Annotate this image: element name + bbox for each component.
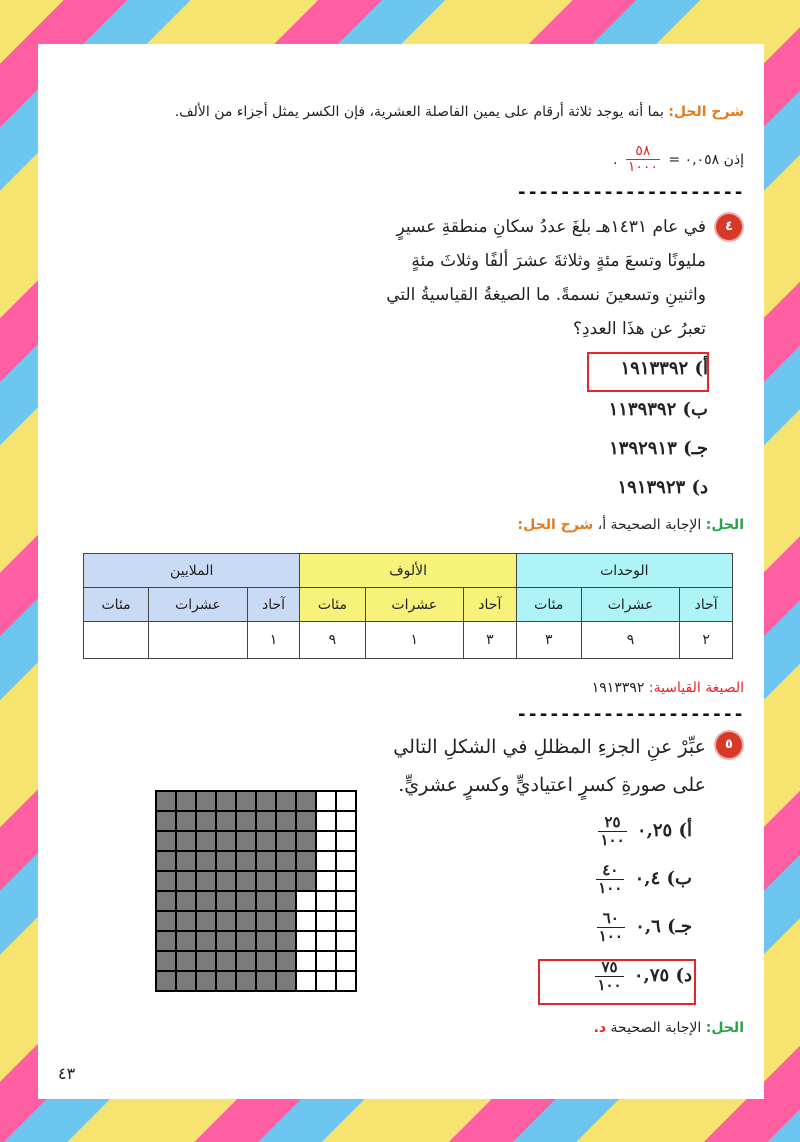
grid-cell: [276, 951, 296, 971]
question-5-line2: على صورةِ كسرٍ اعتياديٍّ وكسرٍ عشريٍّ.: [398, 774, 706, 796]
grid-cell: [256, 951, 276, 971]
q5-option-b[interactable]: ب) ٠,٤ $\frac{٤٠}{١٠٠}$: [598, 861, 692, 897]
subheader-cell: عشرات: [149, 588, 247, 622]
grid-cell: [336, 831, 356, 851]
explanation-text: بما أنه يوجد ثلاثة أرقام على يمين الفاصلة العشرية، فإن الكسر يمثل أجزاء من الألف.: [174, 104, 664, 120]
subheader-cell: مئات: [300, 588, 365, 622]
value-cell: ٩: [581, 622, 679, 659]
grid-cell: [196, 931, 216, 951]
grid-cell: [336, 971, 356, 991]
grid-cell: [236, 951, 256, 971]
grid-cell: [256, 891, 276, 911]
worksheet-page: [38, 44, 764, 1099]
grid-cell: [296, 951, 316, 971]
grid-cell: [276, 791, 296, 811]
grid-cell: [196, 891, 216, 911]
grid-cell: [196, 971, 216, 991]
grid-cell: [176, 891, 196, 911]
grid-cell: [336, 811, 356, 831]
grid-cell: [156, 891, 176, 911]
grid-cell: [276, 811, 296, 831]
grid-cell: [276, 851, 296, 871]
q4-option-d[interactable]: د) ١٩١٣٩٢٣: [617, 477, 708, 498]
equation-suffix: .: [612, 151, 618, 168]
grid-cell: [296, 931, 316, 951]
fraction-numerator: ٥٨: [626, 144, 660, 160]
subheader-cell: مئات: [84, 588, 149, 622]
grid-cell: [256, 911, 276, 931]
grid-cell: [296, 891, 316, 911]
subheader-cell: آحاد: [247, 588, 300, 622]
grid-cell: [176, 911, 196, 931]
grid-cell: [216, 871, 236, 891]
grid-cell: [176, 951, 196, 971]
value-cell: [84, 622, 149, 659]
grid-cell: [216, 891, 236, 911]
grid-cell: [156, 971, 176, 991]
hundred-grid: [155, 790, 357, 992]
grid-cell: [316, 931, 336, 951]
grid-cell: [276, 911, 296, 931]
grid-cell: [336, 911, 356, 931]
q4-solution-explain-label: شرح الحل:: [517, 517, 594, 533]
q4-option-b[interactable]: ب) ١١٣٩٣٩٢: [608, 399, 708, 420]
grid-cell: [256, 851, 276, 871]
grid-cell: [216, 951, 236, 971]
grid-cell: [236, 891, 256, 911]
grid-cell: [316, 951, 336, 971]
grid-cell: [196, 851, 216, 871]
q4-solution-text: الإجابة الصحيحة أ،: [597, 517, 702, 533]
grid-cell: [236, 871, 256, 891]
grid-cell: [256, 791, 276, 811]
q5-option-d[interactable]: د) ٠,٧٥ $\frac{٧٥}{١٠٠}$: [597, 958, 692, 994]
grid-cell: [156, 851, 176, 871]
grid-cell: [216, 931, 236, 951]
table-subheader-row: [84, 588, 733, 622]
grid-cell: [176, 871, 196, 891]
grid-cell: [216, 851, 236, 871]
value-cell: ٢: [680, 622, 733, 659]
explanation-line: [175, 104, 744, 120]
q4-solution-line: [518, 517, 744, 533]
value-cell: ١: [365, 622, 463, 659]
q5-solution-text: الإجابة الصحيحة: [610, 1020, 702, 1036]
value-cell: [149, 622, 247, 659]
q5-fraction-d: $\frac{٧٥}{١٠٠}$: [597, 958, 622, 994]
q4-option-c[interactable]: جـ) ١٣٩٢٩١٣: [609, 438, 708, 459]
grid-cell: [276, 831, 296, 851]
grid-cell: [316, 891, 336, 911]
grid-cell: [276, 891, 296, 911]
grid-cell: [216, 811, 236, 831]
subheader-cell: مئات: [516, 588, 581, 622]
value-cell: ٩: [300, 622, 365, 659]
grid-cell: [296, 791, 316, 811]
q5-option-c[interactable]: جـ) ٠,٦ $\frac{٦٠}{١٠٠}$: [598, 909, 692, 945]
q5-fraction-b: $\frac{٤٠}{١٠٠}$: [598, 861, 623, 897]
grid-cell: [156, 911, 176, 931]
grid-cell: [216, 911, 236, 931]
question-4-badge: ٤: [716, 214, 742, 240]
grid-cell: [296, 811, 316, 831]
q5-solution-line: [594, 1020, 744, 1036]
group-thousands: الألوف: [300, 554, 516, 588]
grid-cell: [236, 811, 256, 831]
q4-option-a[interactable]: أ) ١٩١٣٣٩٢: [620, 358, 708, 379]
grid-cell: [176, 971, 196, 991]
q5-solution-label: الحل:: [705, 1020, 744, 1036]
question-4-text: في عام ١٤٣١هـ بلغَ عددُ سكانِ منطقةِ عسيرٍ مليونًا وتسعَ مئةٍ وثلاثةَ عشرَ ألفًا وثلاثَ مئةٍ واثنينِ وتسعينَ نسمةً. ما الصيغةُ القياسيةُ التي تعبرُ عن هذَا العددِ؟: [386, 217, 706, 339]
standard-form-line: [592, 680, 744, 696]
explanation-equation: [613, 144, 744, 176]
grid-cell: [236, 971, 256, 991]
q5-fraction-c: $\frac{٦٠}{١٠٠}$: [598, 909, 623, 945]
grid-cell: [156, 931, 176, 951]
grid-cell: [336, 851, 356, 871]
value-cell: ٣: [463, 622, 516, 659]
grid-cell: [156, 871, 176, 891]
grid-cell: [296, 831, 316, 851]
grid-cell: [336, 951, 356, 971]
question-5-badge: ٥: [716, 732, 742, 758]
standard-form-label: الصيغة القياسية:: [648, 680, 744, 696]
explanation-label: شرح الحل:: [668, 104, 744, 120]
grid-cell: [276, 931, 296, 951]
grid-cell: [296, 851, 316, 871]
place-value-table: [83, 553, 733, 659]
grid-cell: [196, 911, 216, 931]
grid-cell: [156, 831, 176, 851]
grid-cell: [336, 891, 356, 911]
grid-cell: [176, 851, 196, 871]
grid-cell: [196, 811, 216, 831]
question-5-line1: عبِّرْ عنِ الجزءِ المظللِ في الشكلِ التالي: [393, 736, 706, 758]
grid-cell: [196, 951, 216, 971]
table-value-row: [84, 622, 733, 659]
q4-solution-label: الحل:: [705, 517, 744, 533]
grid-cell: [196, 871, 216, 891]
grid-cell: [336, 871, 356, 891]
grid-cell: [236, 851, 256, 871]
divider-1: ---------------------: [516, 182, 744, 203]
grid-cell: [236, 911, 256, 931]
grid-cell: [216, 791, 236, 811]
subheader-cell: عشرات: [365, 588, 463, 622]
correct-answer-box-q5: [538, 959, 696, 1005]
grid-cell: [156, 811, 176, 831]
grid-cell: [316, 811, 336, 831]
grid-cell: [276, 871, 296, 891]
grid-cell: [316, 911, 336, 931]
q5-option-a[interactable]: أ) ٠,٢٥ $\frac{٢٥}{١٠٠}$: [600, 813, 692, 849]
grid-cell: [316, 851, 336, 871]
subheader-cell: آحاد: [680, 588, 733, 622]
grid-cell: [196, 831, 216, 851]
grid-cell: [316, 971, 336, 991]
subheader-cell: عشرات: [581, 588, 679, 622]
grid-cell: [176, 831, 196, 851]
value-cell: ٣: [516, 622, 581, 659]
equation-fraction: [626, 144, 660, 176]
grid-cell: [176, 791, 196, 811]
value-cell: ١: [247, 622, 300, 659]
subheader-cell: آحاد: [463, 588, 516, 622]
grid-cell: [256, 831, 276, 851]
grid-cell: [316, 871, 336, 891]
grid-cell: [316, 791, 336, 811]
group-units: الوحدات: [516, 554, 732, 588]
grid-cell: [156, 791, 176, 811]
grid-cell: [296, 971, 316, 991]
grid-cell: [256, 971, 276, 991]
grid-cell: [216, 831, 236, 851]
grid-cell: [316, 831, 336, 851]
page-number: ٤٣: [58, 1064, 76, 1083]
grid-cell: [236, 791, 256, 811]
grid-cell: [256, 871, 276, 891]
grid-cell: [296, 911, 316, 931]
group-millions: الملايين: [84, 554, 300, 588]
q5-solution-value: د.: [593, 1020, 607, 1036]
grid-cell: [296, 871, 316, 891]
divider-2: ---------------------: [516, 704, 744, 725]
grid-cell: [336, 931, 356, 951]
grid-cell: [176, 811, 196, 831]
table-group-row: [84, 554, 733, 588]
fraction-denominator: ١٠٠٠: [627, 159, 658, 176]
grid-cell: [256, 931, 276, 951]
grid-cell: [236, 931, 256, 951]
grid-cell: [196, 791, 216, 811]
equation-prefix: إذن ٠,٠٥٨ =: [668, 151, 744, 168]
correct-answer-box-q4: [587, 352, 709, 392]
grid-cell: [236, 831, 256, 851]
standard-form-value: ١٩١٣٣٩٢: [591, 680, 645, 696]
grid-cell: [276, 971, 296, 991]
grid-cell: [336, 791, 356, 811]
grid-cell: [176, 931, 196, 951]
grid-cell: [256, 811, 276, 831]
grid-cell: [156, 951, 176, 971]
q5-fraction-a: $\frac{٢٥}{١٠٠}$: [600, 813, 625, 849]
grid-cell: [216, 971, 236, 991]
